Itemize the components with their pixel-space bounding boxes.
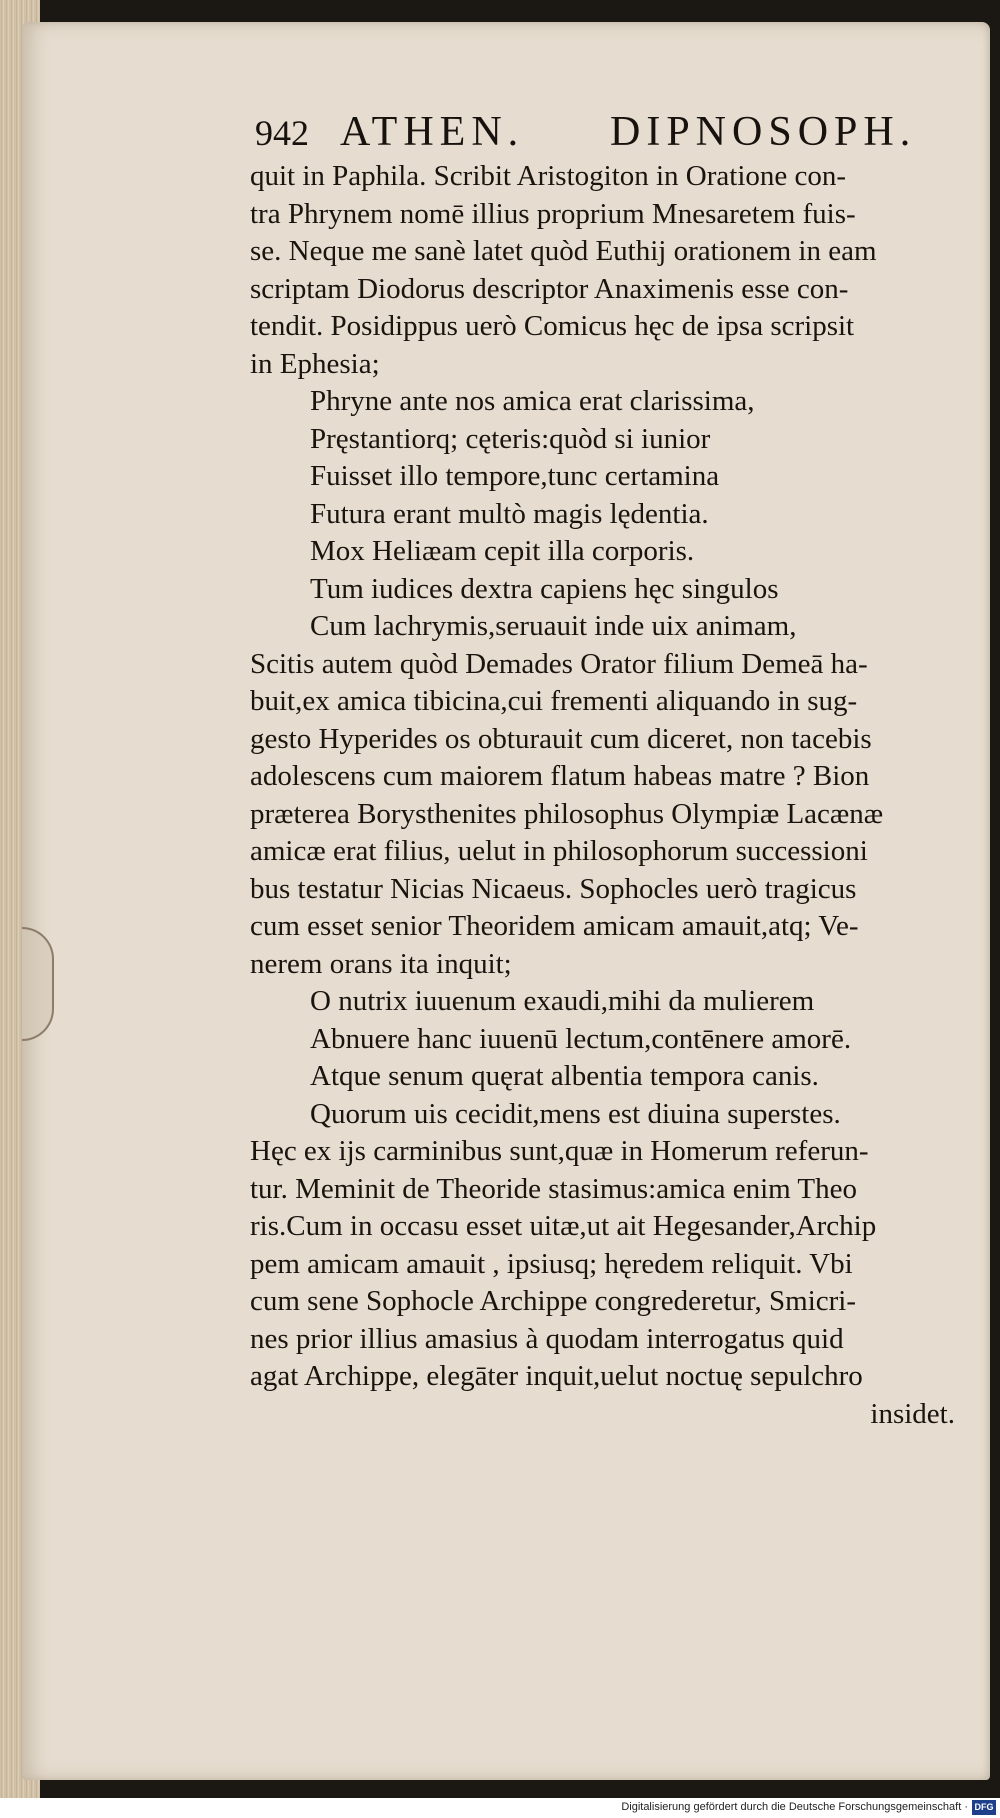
text-line: tra Phrynem nomē illius proprium Mnesaretem fuis- [250, 197, 856, 230]
running-header [255, 108, 955, 164]
running-title-left: ATHEN. [340, 109, 525, 155]
verse-line: Tum iudices dextra capiens hęc singulos [310, 572, 779, 605]
text-line: nes prior illius amasius à quodam interrogatus quid [250, 1322, 844, 1355]
verse-line: O nutrix iuuenum exaudi,mihi da mulierem [310, 985, 815, 1017]
verse-line: Futura erant multò magis lędentia. [310, 497, 709, 530]
text-line: Hęc ex ijs carminibus sunt,quæ in Homerum referun- [250, 1135, 869, 1167]
verse-line: Mox Heliæam cepit illa corporis. [310, 535, 695, 567]
text-line: pem amicam amauit , ipsiusq; hęredem reliquit. Vbi [250, 1247, 853, 1280]
verse-line: Abnuere hanc iuuenū lectum,contēnere amorē. [310, 1022, 852, 1055]
text-line: tendit. Posidippus uerò Comicus hęc de ipsa scripsit [250, 310, 855, 342]
running-title-right: DIPNOSOPH. [610, 109, 917, 155]
text-line: in Ephesia; [250, 347, 380, 380]
text-line: ris.Cum in occasu esset uitæ,ut ait Hegesander,Archip [250, 1210, 877, 1242]
text-line: amicæ erat filius, uelut in philosophorum successioni [250, 835, 868, 867]
text-line: se. Neque me sanè latet quòd Euthij orationem in eam [250, 235, 877, 267]
text-line: Scitis autem quòd Demades Orator filium Demeā ha- [250, 647, 868, 680]
text-line: nerem orans ita inquit; [250, 947, 512, 980]
verse-line: Quorum uis cecidit,mens est diuina superstes. [310, 1097, 841, 1130]
text-line: cum sene Sophocle Archippe congrederetur, Smicri- [250, 1285, 857, 1317]
footer-bar [0, 1798, 1000, 1818]
text-line: agat Archippe, elegāter inquit,uelut noctuę sepulchro [250, 1360, 863, 1392]
text-line: bus testatur Nicias Nicaeus. Sophocles uerò tragicus [250, 872, 857, 905]
verse-line: Cum lachrymis,seruauit inde uix animam, [310, 610, 797, 642]
text-line: adolescens cum maiorem flatum habeas matre ? Bion [250, 760, 870, 792]
text-line: insidet. [870, 1397, 955, 1430]
page-clasp [22, 927, 54, 1041]
page-number: 942 [255, 113, 309, 153]
text-line: buit,ex amica tibicina,cui frementi aliquando in sug- [250, 685, 858, 717]
verse-line: Atque senum quęrat albentia tempora canis. [310, 1060, 819, 1092]
text-line: tur. Meminit de Theoride stasimus:amica enim Theo [250, 1172, 858, 1205]
dfg-logo: DFG [972, 1800, 996, 1815]
text-column [250, 158, 955, 1433]
funding-credit: Digitalisierung gefördert durch die Deutsche Forschungsgemeinschaft · [621, 1801, 968, 1813]
text-line: gesto Hyperides os obturauit cum diceret, non tacebis [250, 722, 872, 755]
text-line: cum esset senior Theoridem amicam amauit,atq; Ve- [250, 910, 859, 942]
verse-line: Phryne ante nos amica erat clarissima, [310, 385, 755, 417]
verse-line: Pręstantiorq; cęteris:quòd si iunior [310, 422, 711, 455]
text-line: quit in Paphila. Scribit Aristogiton in Oratione con- [250, 160, 847, 192]
verse-line: Fuisset illo tempore,tunc certamina [310, 460, 720, 492]
text-line: scriptam Diodorus descriptor Anaximenis esse con- [250, 272, 849, 305]
text-line: præterea Borysthenites philosophus Olympiæ Lacænæ [250, 797, 884, 830]
